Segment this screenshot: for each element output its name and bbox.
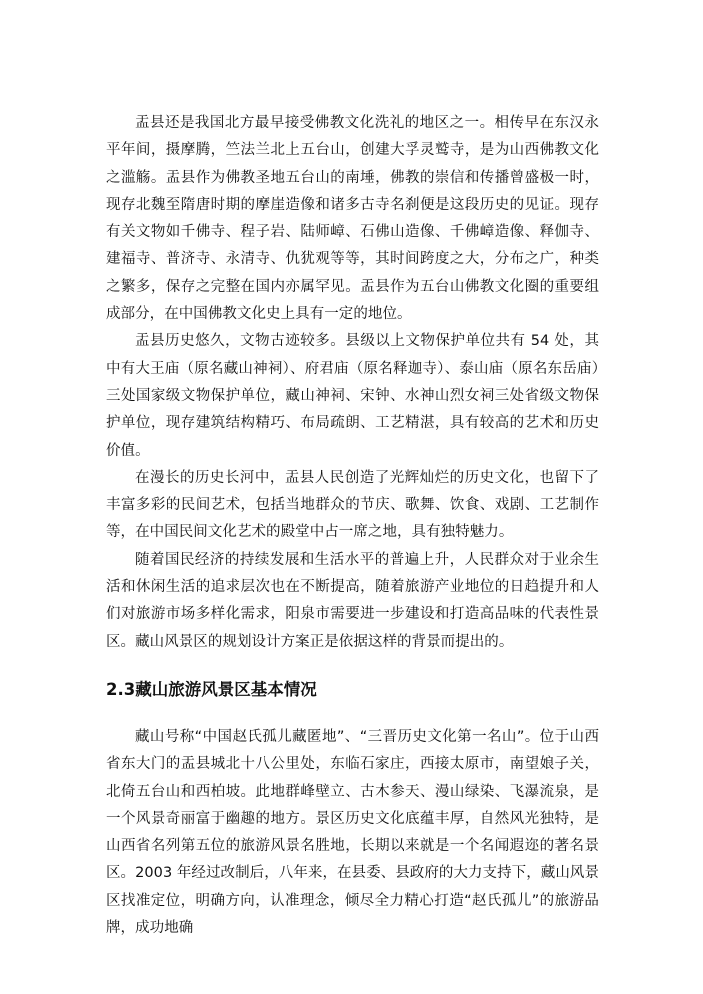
paragraph-folk-art: 在漫长的历史长河中，盂县人民创造了光辉灿烂的历史文化，也留下了丰富多彩的民间艺术，包括当地群众的节庆、歌舞、饮食、戏剧、工艺制作等，在中国民间文化艺术的殿堂中占一席之地，具有独特魅力。 xyxy=(106,469,599,541)
paragraph-background: 随着国民经济的持续发展和生活水平的普遍上升，人民群众对于业余生活和休闲生活的追求层次也在不断提高，随着旅游产业地位的日趋提升和人们对旅游市场多样化需求，阳泉市需要进一步建设和打造高品味的代表性景区。藏山风景区的规划设计方案正是依据这样的背景而提出的。 xyxy=(106,551,599,650)
section-heading: 2.3藏山旅游风景区基本情况 xyxy=(106,679,317,699)
paragraph-cangshan-overview: 藏山号称“中国赵氏孤儿藏匿地”、“三晋历史文化第一名山”。位于山西省东大门的盂县城北十八公里处，东临石家庄，西接太原市，南望娘子关，北倚五台山和西柏坡。此地群峰壁立、古木参天、漫山绿染、飞瀑流泉，是一个风景奇丽富于幽趣的地方。景区历史文化底蕴丰厚，自然风光独特，是山西省名列第五位的旅游风景名胜地，长期以来就是一个名闻遐迩的著名景区。2003 年经过改制后，八年来，在县委、县政府的大力支持下，藏山风景区找准定位，明确方向，认准理念，倾尽全力精心打造“赵氏孤儿”的旅游品牌，成功地确 xyxy=(106,728,599,937)
paragraph-history-relics: 盂县历史悠久，文物古迹较多。县级以上文物保护单位共有 54 处，其中有大王庙（原名藏山神祠）、府君庙（原名释迦寺）、泰山庙（原名东岳庙）三处国家级文物保护单位，藏山神祠、宋钟、水神山烈女祠三处省级文物保护单位，现存建筑结构精巧、布局疏朗、工艺精湛，具有较高的艺术和历史价值。 xyxy=(106,333,599,459)
document-body xyxy=(106,110,599,942)
paragraph-buddhism: 盂县还是我国北方最早接受佛教文化洗礼的地区之一。相传早在东汉永平年间，摄摩腾，竺法兰北上五台山，创建大孚灵鹫寺，是为山西佛教文化之滥觞。盂县作为佛教圣地五台山的南埵，佛教的崇信和传播曾盛极一时，现存北魏至隋唐时期的摩崖造像和诸多古寺名刹便是这段历史的见证。现存有关文物如千佛寺、程子岩、陆师嶂、石佛山造像、千佛嶂造像、释伽寺、建福寺、普济寺、永清寺、仇犹观等等，其时间跨度之大，分布之广，种类之繁多，保存之完整在国内亦属罕见。盂县作为五台山佛教文化圈的重要组成部分，在中国佛教文化史上具有一定的地位。 xyxy=(106,115,599,323)
